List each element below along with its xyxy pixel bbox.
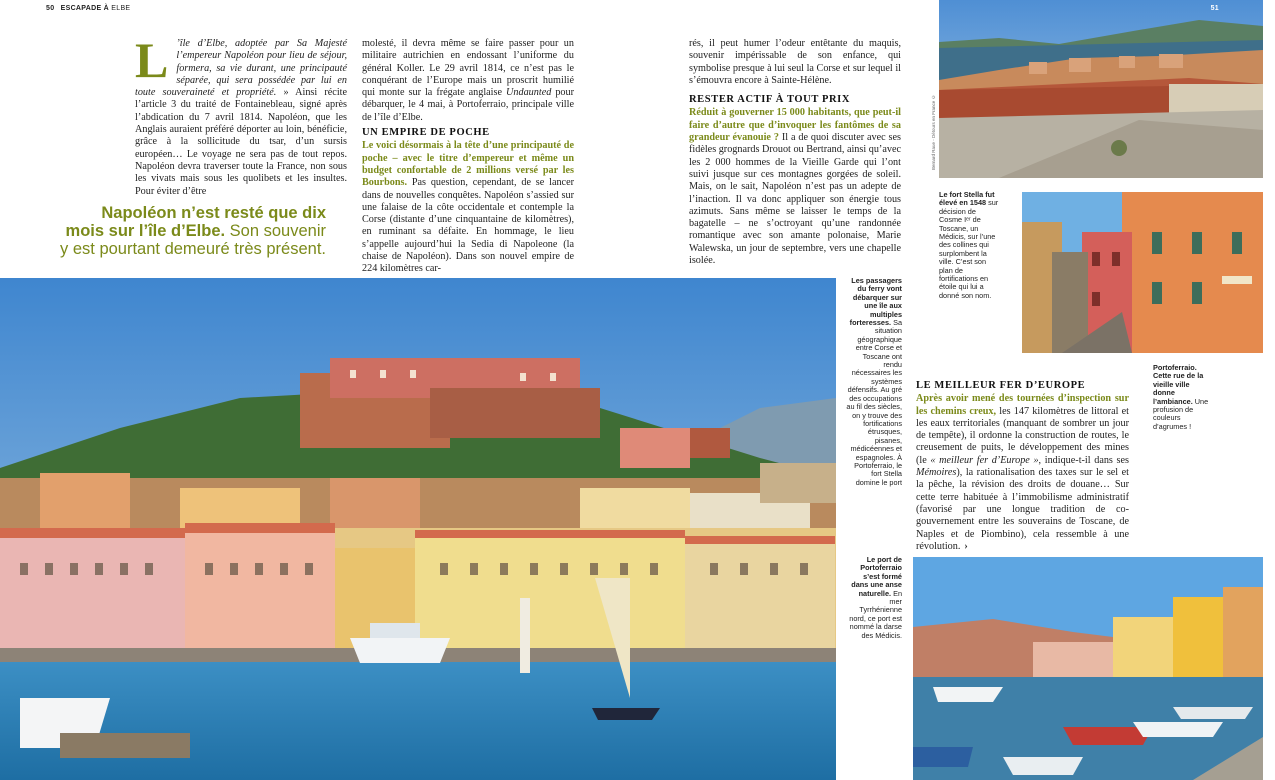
col4-text-1: les 147 kilomètres de littoral et les eaux territoriales (manquant de sombrer un jour de tempête), il ordonne la construction de routes, le creusement de puits, le développement des mines (le (916, 405, 1129, 466)
caption-ferry-bold: Les passagers du ferry vont débarquer sur une île aux multiples forteresses. (849, 276, 902, 328)
col2-text-b: pour débarquer, le 4 mai, à Portoferraio, principale ville de l’île d’Elbe. (362, 87, 574, 123)
col4-text-3: ), la rationalisation des taxes sur le sel et la pêche, la révision des droits de douane… Sur cette terre habituée à l’immobilisme administratif (favorisé par une longue tradition de co-gouvernement entre les souverains de Toscane, de Naples et de Piombino), cela ressemble à une révolution. (916, 467, 1129, 552)
col4-lead: Après avoir mené des tournées d’inspection sur les chemins creux, (916, 393, 1129, 417)
col4-memoires: Mémoires (916, 467, 957, 479)
pull-quote (60, 204, 326, 258)
pull-quote-bold: Napoléon n’est resté que dix mois sur l’île d’Elbe. (65, 204, 326, 240)
rooftops-illustration (939, 0, 1263, 178)
col4-text-2: , indique-t-il dans ses (1038, 454, 1129, 466)
pull-quote-light: Son souvenir y est pourtant demeuré très présent. (60, 222, 326, 258)
drop-cap: L (135, 32, 169, 88)
caption-port-text: En mer Tyrrhénienne nord, ce port est nommé la darse des Médicis. (849, 588, 902, 640)
column-3 (689, 38, 901, 267)
caption-port (846, 556, 902, 640)
section-suffix: ELBE (111, 5, 131, 12)
caption-street-text: Une profusion de couleurs d’agrumes ! (1153, 396, 1209, 431)
page-header-left (46, 5, 130, 12)
caption-fort-stella (939, 191, 1001, 300)
caption-street-bold: Portoferraio. Cette rue de la vieille ville donne l’ambiance. (1153, 363, 1204, 406)
col3-body: Il a de quoi discuter avec ses fidèles grognards Drouot ou Bertrand, ainsi qu’avec les 2 000 hommes de la Vieille Garde qui l’ont suivi jusque sur ces montagnes gorgées de soleil. Mais, on le sait, Napoléon n’est pas un adepte de l’inaction. Il va donc appliquer son énergie tous azimuts. Sans même se laisser le temps de la bagatelle – ne s’octroyant qu’une randonnée romantique avec son amante polonaise, Marie Walewska, un jour de septembre, vers une chapelle isolée. (689, 132, 901, 267)
intro-quote: ’île d’Elbe, adoptée par Sa Majesté l’empereur Napoléon pour lieu de séjour, formera, sa vie durant, une principauté séparée, qui sera possédée par lui en toute souveraineté et propriété. (135, 38, 347, 99)
photo-rooftops (939, 0, 1263, 178)
photo-port (913, 557, 1263, 780)
column-2 (362, 38, 574, 276)
heading-meilleur-fer: LE MEILLEUR FER D’EUROPE (916, 380, 1086, 391)
caption-stella-text: sur décision de Cosme Iᵉʳ de Toscane, un Médicis, sur l’une des collines qui surplombent la ville. C’est son plan de fortifications en étoile qui lui a donné son nom. (939, 198, 999, 300)
intro-column (135, 32, 347, 198)
caption-ferry (846, 277, 902, 487)
page-number-left: 50 (46, 5, 55, 12)
photo-credit: Bernard Raue - Détours en France © (931, 94, 936, 170)
street-illustration (1022, 192, 1263, 353)
page-number-right: 51 (1210, 5, 1219, 12)
section-label: ESCAPADE À (60, 5, 110, 12)
ship-name: Undaunted (506, 87, 552, 99)
caption-stella-bold: Le fort Stella fut élevé en 1548 (939, 190, 995, 208)
caption-ferry-text: Sa situation géographique entre Corse et Toscane ont rendu nécessaires les systèmes défensifs. Au gré des occupations au fil des siècles, on y trouve des fortifications étrusques, pisanes, médicéennes et espagnoles. À Portoferraio, le fort Stella domine le port (846, 318, 902, 487)
col4-quote: « meilleur fer d’Europe » (930, 454, 1039, 466)
col2-text-a: molesté, il devra même se faire passer pour un militaire autrichien en endossant l’uniforme du général Koller. Le 29 avril 1814, ce n’est pas le conquérant de l’Europe mais un proscrit humilié qui monte sur la frégate anglaise (362, 38, 574, 99)
col2-body: Pas question, cependant, de se lancer dans de nouvelles conquêtes. Napoléon s’assied sur une falaise de la côte occidentale et contemple la Corse (distante d’une cinquantaine de kilomètres), en ruminant sa défaite. En hommage, le lieu s’appelle aujourd’hui la Sedia di Napoleone (la chaise de Napoléon). Dans son nouvel empire de 224 kilomètres car- (362, 177, 574, 275)
continue-arrow-icon: › (964, 540, 968, 552)
column-4 (916, 377, 1129, 553)
caption-port-bold: Le port de Portoferraio s’est formé dans une anse naturelle. (851, 555, 902, 598)
heading-empire-de-poche: UN EMPIRE DE POCHE (362, 127, 490, 139)
intro-text: » Ainsi récite l’article 3 du traité de Fontainebleau, signé après l’abdication du 7 avril 1814. Napoléon, que les Anglais auraient préféré déporter au loin, bénéficie, grâce à la sollicitude du tsar, d’un sursis européen… Le voyage ne sera pas de tout repos. Napoléon devra traverser toute la France, non sous les vivats mais sous les quolibets et les insultes. Pour éviter d’être (135, 87, 347, 197)
heading-rester-actif: RESTER ACTIF À TOUT PRIX (689, 94, 851, 106)
port-illustration (913, 557, 1263, 780)
col3-intro: rés, il peut humer l’odeur entêtante du maquis, souvenir impérissable de son enfance, qui symbolise presque à lui seul la Corse et sur lequel il s’émouvra encore à Sainte-Hélène. (689, 38, 901, 86)
photo-portoferraio-harbor (0, 278, 836, 780)
photo-street (1022, 192, 1263, 353)
harbor-illustration (0, 278, 836, 780)
col2-lead: Le voici désormais à la tête d’une principauté de poche – avec le titre d’empereur et même un budget confortable de 2 millions versé par les Bourbons. (362, 140, 574, 189)
caption-street (1153, 364, 1211, 431)
col3-lead: Réduit à gouverner 15 000 habitants, que peut-il faire d’autre que d’invoquer les fantômes de sa grandeur évanouie ? (689, 107, 901, 144)
